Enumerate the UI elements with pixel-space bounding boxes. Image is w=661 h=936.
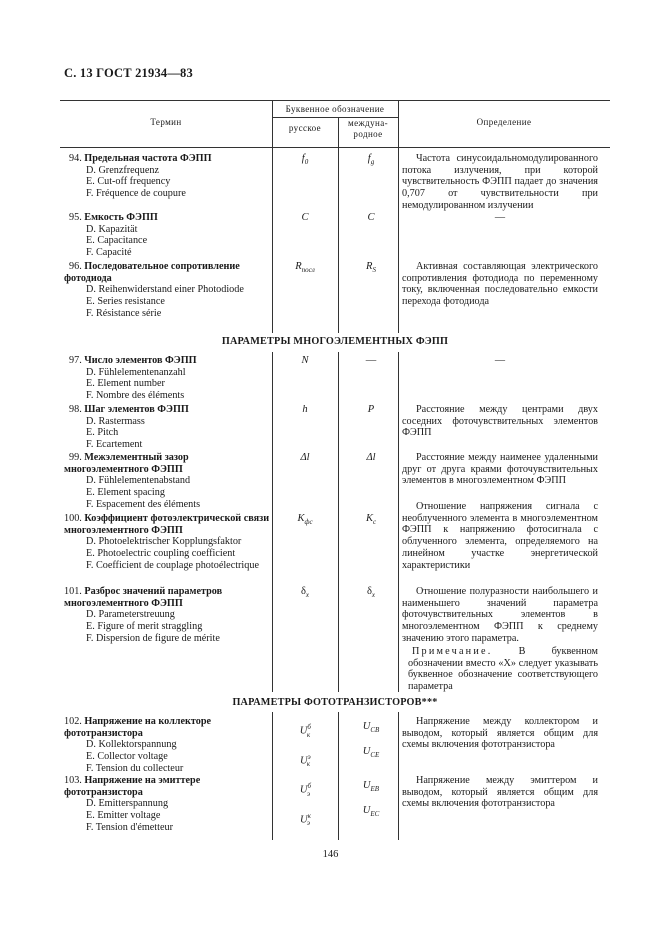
definition-102: Напряжение между коллектором и выводом, который является общим для схемы включения фототранзистора	[402, 716, 598, 751]
definition-99: Расстояние между наименее удаленными друг от друга краями фоточувствительных элементов в многоэлементном ФЭПП	[402, 452, 598, 487]
term-102: 102. Напряжение на коллекторе фототранзистора D. Kollektorspannung E. Collector voltage F. Tension du collecteur	[64, 716, 212, 774]
symbol-ru-103: $U^б_э$ $U^к_э$	[299, 782, 312, 828]
symbol-ru-97: N	[301, 355, 309, 366]
table-header	[60, 100, 610, 148]
symbol-ru-101: $\delta_x$	[300, 586, 310, 600]
symbol-ru-95: C	[301, 212, 309, 223]
symbol-int-100: $K_c$	[365, 513, 377, 527]
symbol-ru-99: Δl	[300, 452, 310, 463]
section-title-phototransistors: ПАРАМЕТРЫ ФОТОТРАНЗИСТОРОВ***	[232, 697, 438, 708]
symbol-int-102: $U_{CB}$ $U_{CE}$	[362, 721, 380, 760]
term-101: 101. Разброс значений параметров многоэлементного ФЭПП D. Parameterstreuung E. Figure of merit straggling F. Dispersion de figure de mérite	[64, 586, 223, 644]
symbol-int-97: —	[365, 355, 377, 366]
definition-101: Отношение полуразности наибольшего и наименьшего значений параметра фоточувствительных элементов в многоэлементном ФЭПП к среднему значению этого параметра.	[402, 586, 598, 644]
term-103: 103. Напряжение на эмиттере фототранзистора D. Emitterspannung E. Emitter voltage F. Tension d'émetteur	[64, 775, 201, 833]
column-header-letter-designation: Буквенное обозначение	[285, 104, 385, 114]
column-header-international	[338, 118, 398, 140]
term-99: 99. Межэлементный зазор многоэлементного ФЭПП D. Fühlelementenabstand E. Element spacing F. Espacement des éléments	[64, 452, 201, 510]
term-98: 98. Шаг элементов ФЭПП D. Rastermass E. Pitch F. Ecartement	[69, 404, 189, 451]
symbol-ru-96: $R_{посл}$	[295, 261, 315, 275]
definition-103: Напряжение между эмиттером и выводом, который является общим для схемы включения фототранзистора	[402, 775, 598, 810]
symbol-ru-98: h	[302, 404, 308, 415]
symbol-int-101: $\delta_x$	[366, 586, 376, 600]
column-header-term: Термин	[150, 117, 182, 127]
term-94: 94. Предельная частота ФЭПП D. Grenzfrequenz E. Cut-off frequency F. Fréquence de coupure	[69, 153, 212, 200]
term-97: 97. Число элементов ФЭПП D. Fühlelementenanzahl E. Element number F. Nombre des éléments	[69, 355, 197, 402]
definition-95: —	[494, 212, 506, 223]
header-subrule	[272, 117, 398, 118]
international-line-1: междуна-	[348, 118, 388, 128]
symbol-ru-100: $K_{фс}$	[297, 513, 313, 527]
section-title-multielement: ПАРАМЕТРЫ МНОГОЭЛЕМЕНТНЫХ ФЭПП	[221, 336, 449, 347]
definition-97: —	[494, 355, 506, 366]
definition-100: Отношение напряжения сигнала с необлученного элемента в многоэлементном ФЭПП к напряжению фотосигнала с облученного элемента, определяемого на линейном участке энергетической характеристики	[402, 501, 598, 571]
page-number: 146	[322, 849, 339, 860]
term-100: 100. Коэффициент фотоэлектрической связи многоэлементного ФЭПП D. Photoelektrischer Kopplungsfaktor E. Photoelectric coupling coefficient F. Coefficient de couplage photoélectrique	[64, 513, 270, 571]
symbol-int-95: C	[367, 212, 375, 223]
note-101: Примечание. В буквенном обозначении вместо «X» следует указывать буквенное обозначение соответствующего параметра	[408, 646, 598, 693]
definition-94: Частота синусоидальномодулированного потока излучения, при которой чувствительность ФЭПП падает до значения 0,707 от чувствительности при немодулированном излучении	[402, 153, 598, 211]
definition-96: Активная составляющая электрического сопротивления фотодиода по переменному току, включенная последовательно емкости перехода фотодиода	[402, 261, 598, 308]
symbol-int-94: $f_g$	[367, 153, 375, 167]
symbol-ru-94: $f_0$	[301, 153, 309, 167]
column-rule-2	[338, 117, 339, 333]
symbol-ru-102: $U^б_к$ $U^э_к$	[299, 723, 311, 769]
column-header-russian: русское	[288, 123, 322, 133]
column-header-definition: Определение	[476, 117, 532, 127]
definition-98: Расстояние между центрами двух соседних фоточувствительных элементов ФЭПП	[402, 404, 598, 439]
symbol-int-103: $U_{EB}$ $U_{EC}$	[362, 780, 380, 819]
note-title: Примечание.	[412, 646, 493, 657]
symbol-int-98: P	[367, 404, 375, 415]
page-header: С. 13 ГОСТ 21934—83	[64, 66, 193, 80]
symbol-int-96: $R_S$	[366, 261, 376, 275]
term-96: 96. Последовательное сопротивление фотодиода D. Reihenwiderstand einer Photodiode E. Series resistance F. Résistance série	[64, 261, 244, 319]
international-line-2: родное	[353, 129, 383, 139]
symbol-int-99: Δl	[366, 452, 376, 463]
term-95: 95. Емкость ФЭПП D. Kapazität E. Capacitance F. Capacité	[69, 212, 158, 259]
